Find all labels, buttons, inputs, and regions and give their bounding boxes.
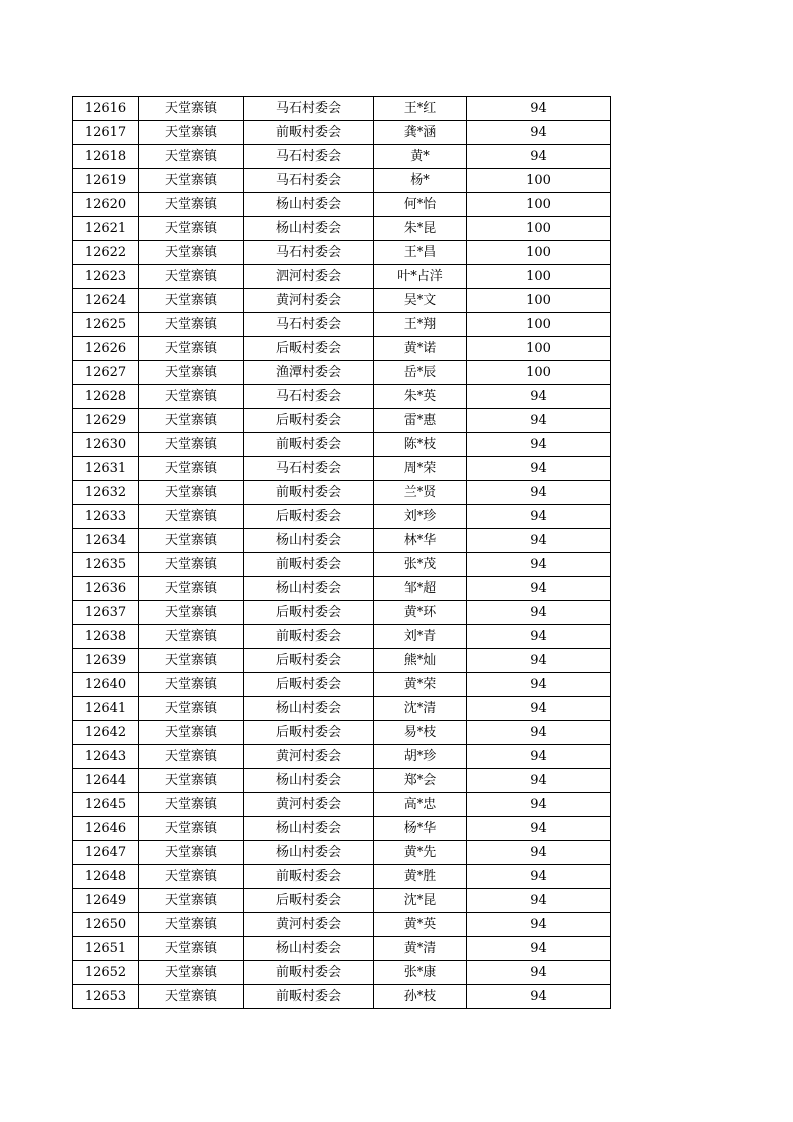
- table-row: [73, 865, 611, 889]
- village-committee-cell: 马石村委会: [244, 169, 374, 193]
- table-row: [73, 985, 611, 1009]
- serial-number-cell: 12634: [73, 529, 139, 553]
- name-cell: 黄*英: [374, 913, 467, 937]
- score-cell: 100: [467, 337, 611, 361]
- serial-number-cell: 12622: [73, 241, 139, 265]
- score-cell: 94: [467, 553, 611, 577]
- town-cell: 天堂寨镇: [139, 97, 244, 121]
- name-cell: 周*荣: [374, 457, 467, 481]
- name-cell: 何*怡: [374, 193, 467, 217]
- score-cell: 100: [467, 169, 611, 193]
- village-committee-cell: 前畈村委会: [244, 865, 374, 889]
- score-cell: 94: [467, 793, 611, 817]
- name-cell: 叶*占洋: [374, 265, 467, 289]
- table-row: [73, 937, 611, 961]
- town-cell: 天堂寨镇: [139, 697, 244, 721]
- town-cell: 天堂寨镇: [139, 937, 244, 961]
- town-cell: 天堂寨镇: [139, 265, 244, 289]
- name-cell: 杨*华: [374, 817, 467, 841]
- town-cell: 天堂寨镇: [139, 337, 244, 361]
- name-cell: 岳*辰: [374, 361, 467, 385]
- town-cell: 天堂寨镇: [139, 481, 244, 505]
- name-cell: 张*茂: [374, 553, 467, 577]
- score-cell: 94: [467, 985, 611, 1009]
- village-committee-cell: 杨山村委会: [244, 841, 374, 865]
- village-committee-cell: 前畈村委会: [244, 985, 374, 1009]
- score-cell: 94: [467, 721, 611, 745]
- town-cell: 天堂寨镇: [139, 889, 244, 913]
- name-cell: 兰*贤: [374, 481, 467, 505]
- village-committee-cell: 后畈村委会: [244, 601, 374, 625]
- town-cell: 天堂寨镇: [139, 865, 244, 889]
- town-cell: 天堂寨镇: [139, 577, 244, 601]
- serial-number-cell: 12629: [73, 409, 139, 433]
- name-cell: 黄*先: [374, 841, 467, 865]
- name-cell: 胡*珍: [374, 745, 467, 769]
- village-committee-cell: 杨山村委会: [244, 529, 374, 553]
- score-cell: 100: [467, 361, 611, 385]
- village-committee-cell: 杨山村委会: [244, 577, 374, 601]
- serial-number-cell: 12627: [73, 361, 139, 385]
- name-cell: 王*昌: [374, 241, 467, 265]
- table-row: [73, 169, 611, 193]
- table-row: [73, 553, 611, 577]
- name-cell: 邹*超: [374, 577, 467, 601]
- serial-number-cell: 12644: [73, 769, 139, 793]
- table-row: [73, 697, 611, 721]
- score-cell: 94: [467, 961, 611, 985]
- village-committee-cell: 马石村委会: [244, 313, 374, 337]
- town-cell: 天堂寨镇: [139, 193, 244, 217]
- village-committee-cell: 后畈村委会: [244, 337, 374, 361]
- table-row: [73, 745, 611, 769]
- serial-number-cell: 12643: [73, 745, 139, 769]
- table-row: [73, 409, 611, 433]
- serial-number-cell: 12626: [73, 337, 139, 361]
- village-committee-cell: 杨山村委会: [244, 217, 374, 241]
- score-cell: 94: [467, 577, 611, 601]
- table-row: [73, 97, 611, 121]
- table-row: [73, 481, 611, 505]
- table-row: [73, 457, 611, 481]
- score-cell: 94: [467, 649, 611, 673]
- serial-number-cell: 12635: [73, 553, 139, 577]
- table-row: [73, 313, 611, 337]
- serial-number-cell: 12638: [73, 625, 139, 649]
- serial-number-cell: 12651: [73, 937, 139, 961]
- serial-number-cell: 12650: [73, 913, 139, 937]
- name-cell: 杨*: [374, 169, 467, 193]
- town-cell: 天堂寨镇: [139, 241, 244, 265]
- score-cell: 94: [467, 937, 611, 961]
- village-committee-cell: 泗河村委会: [244, 265, 374, 289]
- town-cell: 天堂寨镇: [139, 505, 244, 529]
- village-committee-cell: 后畈村委会: [244, 649, 374, 673]
- name-cell: 朱*昆: [374, 217, 467, 241]
- table-row: [73, 673, 611, 697]
- town-cell: 天堂寨镇: [139, 361, 244, 385]
- town-cell: 天堂寨镇: [139, 673, 244, 697]
- score-cell: 94: [467, 745, 611, 769]
- town-cell: 天堂寨镇: [139, 289, 244, 313]
- village-committee-cell: 马石村委会: [244, 457, 374, 481]
- roster-body: [73, 97, 611, 1009]
- village-committee-cell: 杨山村委会: [244, 697, 374, 721]
- name-cell: 张*康: [374, 961, 467, 985]
- table-row: [73, 649, 611, 673]
- name-cell: 刘*青: [374, 625, 467, 649]
- town-cell: 天堂寨镇: [139, 721, 244, 745]
- town-cell: 天堂寨镇: [139, 817, 244, 841]
- village-committee-cell: 前畈村委会: [244, 433, 374, 457]
- table-row: [73, 625, 611, 649]
- score-cell: 94: [467, 433, 611, 457]
- roster-table: [72, 96, 611, 1009]
- score-cell: 94: [467, 817, 611, 841]
- serial-number-cell: 12636: [73, 577, 139, 601]
- score-cell: 94: [467, 481, 611, 505]
- score-cell: 94: [467, 385, 611, 409]
- village-committee-cell: 马石村委会: [244, 385, 374, 409]
- village-committee-cell: 黄河村委会: [244, 913, 374, 937]
- town-cell: 天堂寨镇: [139, 121, 244, 145]
- serial-number-cell: 12616: [73, 97, 139, 121]
- name-cell: 黄*荣: [374, 673, 467, 697]
- name-cell: 陈*枝: [374, 433, 467, 457]
- table-row: [73, 385, 611, 409]
- village-committee-cell: 杨山村委会: [244, 769, 374, 793]
- serial-number-cell: 12642: [73, 721, 139, 745]
- name-cell: 孙*枝: [374, 985, 467, 1009]
- score-cell: 94: [467, 409, 611, 433]
- town-cell: 天堂寨镇: [139, 793, 244, 817]
- village-committee-cell: 后畈村委会: [244, 673, 374, 697]
- town-cell: 天堂寨镇: [139, 913, 244, 937]
- village-committee-cell: 杨山村委会: [244, 193, 374, 217]
- serial-number-cell: 12633: [73, 505, 139, 529]
- name-cell: 王*翔: [374, 313, 467, 337]
- serial-number-cell: 12646: [73, 817, 139, 841]
- score-cell: 100: [467, 193, 611, 217]
- town-cell: 天堂寨镇: [139, 985, 244, 1009]
- score-cell: 94: [467, 601, 611, 625]
- town-cell: 天堂寨镇: [139, 553, 244, 577]
- town-cell: 天堂寨镇: [139, 385, 244, 409]
- name-cell: 王*红: [374, 97, 467, 121]
- village-committee-cell: 后畈村委会: [244, 721, 374, 745]
- score-cell: 100: [467, 313, 611, 337]
- town-cell: 天堂寨镇: [139, 769, 244, 793]
- score-cell: 94: [467, 841, 611, 865]
- table-row: [73, 817, 611, 841]
- score-cell: 94: [467, 865, 611, 889]
- table-row: [73, 721, 611, 745]
- table-row: [73, 217, 611, 241]
- name-cell: 朱*英: [374, 385, 467, 409]
- score-cell: 100: [467, 241, 611, 265]
- table-row: [73, 889, 611, 913]
- name-cell: 沈*清: [374, 697, 467, 721]
- score-cell: 94: [467, 769, 611, 793]
- serial-number-cell: 12652: [73, 961, 139, 985]
- village-committee-cell: 后畈村委会: [244, 889, 374, 913]
- name-cell: 黄*诺: [374, 337, 467, 361]
- score-cell: 94: [467, 457, 611, 481]
- serial-number-cell: 12645: [73, 793, 139, 817]
- village-committee-cell: 马石村委会: [244, 97, 374, 121]
- village-committee-cell: 黄河村委会: [244, 793, 374, 817]
- table-row: [73, 121, 611, 145]
- serial-number-cell: 12618: [73, 145, 139, 169]
- table-row: [73, 505, 611, 529]
- serial-number-cell: 12628: [73, 385, 139, 409]
- table-row: [73, 793, 611, 817]
- serial-number-cell: 12637: [73, 601, 139, 625]
- table-row: [73, 961, 611, 985]
- name-cell: 黄*: [374, 145, 467, 169]
- name-cell: 黄*环: [374, 601, 467, 625]
- serial-number-cell: 12640: [73, 673, 139, 697]
- town-cell: 天堂寨镇: [139, 433, 244, 457]
- town-cell: 天堂寨镇: [139, 217, 244, 241]
- score-cell: 94: [467, 529, 611, 553]
- score-cell: 94: [467, 697, 611, 721]
- name-cell: 龚*涵: [374, 121, 467, 145]
- village-committee-cell: 前畈村委会: [244, 961, 374, 985]
- score-cell: 94: [467, 505, 611, 529]
- town-cell: 天堂寨镇: [139, 625, 244, 649]
- town-cell: 天堂寨镇: [139, 649, 244, 673]
- village-committee-cell: 前畈村委会: [244, 121, 374, 145]
- score-cell: 94: [467, 673, 611, 697]
- serial-number-cell: 12639: [73, 649, 139, 673]
- score-cell: 94: [467, 121, 611, 145]
- name-cell: 黄*胜: [374, 865, 467, 889]
- name-cell: 郑*会: [374, 769, 467, 793]
- score-cell: 94: [467, 97, 611, 121]
- serial-number-cell: 12617: [73, 121, 139, 145]
- score-cell: 94: [467, 145, 611, 169]
- serial-number-cell: 12623: [73, 265, 139, 289]
- table-row: [73, 529, 611, 553]
- table-row: [73, 577, 611, 601]
- name-cell: 黄*清: [374, 937, 467, 961]
- village-committee-cell: 前畈村委会: [244, 481, 374, 505]
- town-cell: 天堂寨镇: [139, 145, 244, 169]
- village-committee-cell: 杨山村委会: [244, 937, 374, 961]
- table-row: [73, 601, 611, 625]
- serial-number-cell: 12631: [73, 457, 139, 481]
- score-cell: 100: [467, 289, 611, 313]
- table-row: [73, 841, 611, 865]
- table-row: [73, 337, 611, 361]
- serial-number-cell: 12641: [73, 697, 139, 721]
- town-cell: 天堂寨镇: [139, 169, 244, 193]
- town-cell: 天堂寨镇: [139, 409, 244, 433]
- town-cell: 天堂寨镇: [139, 457, 244, 481]
- town-cell: 天堂寨镇: [139, 961, 244, 985]
- town-cell: 天堂寨镇: [139, 601, 244, 625]
- village-committee-cell: 前畈村委会: [244, 625, 374, 649]
- name-cell: 林*华: [374, 529, 467, 553]
- town-cell: 天堂寨镇: [139, 529, 244, 553]
- table-row: [73, 289, 611, 313]
- table-row: [73, 361, 611, 385]
- serial-number-cell: 12624: [73, 289, 139, 313]
- serial-number-cell: 12653: [73, 985, 139, 1009]
- score-cell: 100: [467, 217, 611, 241]
- village-committee-cell: 杨山村委会: [244, 817, 374, 841]
- village-committee-cell: 后畈村委会: [244, 505, 374, 529]
- name-cell: 沈*昆: [374, 889, 467, 913]
- score-cell: 100: [467, 265, 611, 289]
- table-row: [73, 265, 611, 289]
- serial-number-cell: 12647: [73, 841, 139, 865]
- serial-number-cell: 12632: [73, 481, 139, 505]
- table-row: [73, 193, 611, 217]
- serial-number-cell: 12630: [73, 433, 139, 457]
- serial-number-cell: 12648: [73, 865, 139, 889]
- town-cell: 天堂寨镇: [139, 313, 244, 337]
- village-committee-cell: 渔潭村委会: [244, 361, 374, 385]
- name-cell: 吴*文: [374, 289, 467, 313]
- name-cell: 刘*珍: [374, 505, 467, 529]
- serial-number-cell: 12649: [73, 889, 139, 913]
- serial-number-cell: 12621: [73, 217, 139, 241]
- town-cell: 天堂寨镇: [139, 841, 244, 865]
- table-row: [73, 433, 611, 457]
- village-committee-cell: 马石村委会: [244, 145, 374, 169]
- table-row: [73, 241, 611, 265]
- serial-number-cell: 12620: [73, 193, 139, 217]
- town-cell: 天堂寨镇: [139, 745, 244, 769]
- serial-number-cell: 12619: [73, 169, 139, 193]
- table-row: [73, 145, 611, 169]
- name-cell: 雷*惠: [374, 409, 467, 433]
- table-row: [73, 913, 611, 937]
- village-committee-cell: 黄河村委会: [244, 745, 374, 769]
- table-row: [73, 769, 611, 793]
- name-cell: 熊*灿: [374, 649, 467, 673]
- name-cell: 易*枝: [374, 721, 467, 745]
- serial-number-cell: 12625: [73, 313, 139, 337]
- village-committee-cell: 马石村委会: [244, 241, 374, 265]
- village-committee-cell: 后畈村委会: [244, 409, 374, 433]
- name-cell: 高*忠: [374, 793, 467, 817]
- score-cell: 94: [467, 889, 611, 913]
- score-cell: 94: [467, 913, 611, 937]
- village-committee-cell: 前畈村委会: [244, 553, 374, 577]
- score-cell: 94: [467, 625, 611, 649]
- village-committee-cell: 黄河村委会: [244, 289, 374, 313]
